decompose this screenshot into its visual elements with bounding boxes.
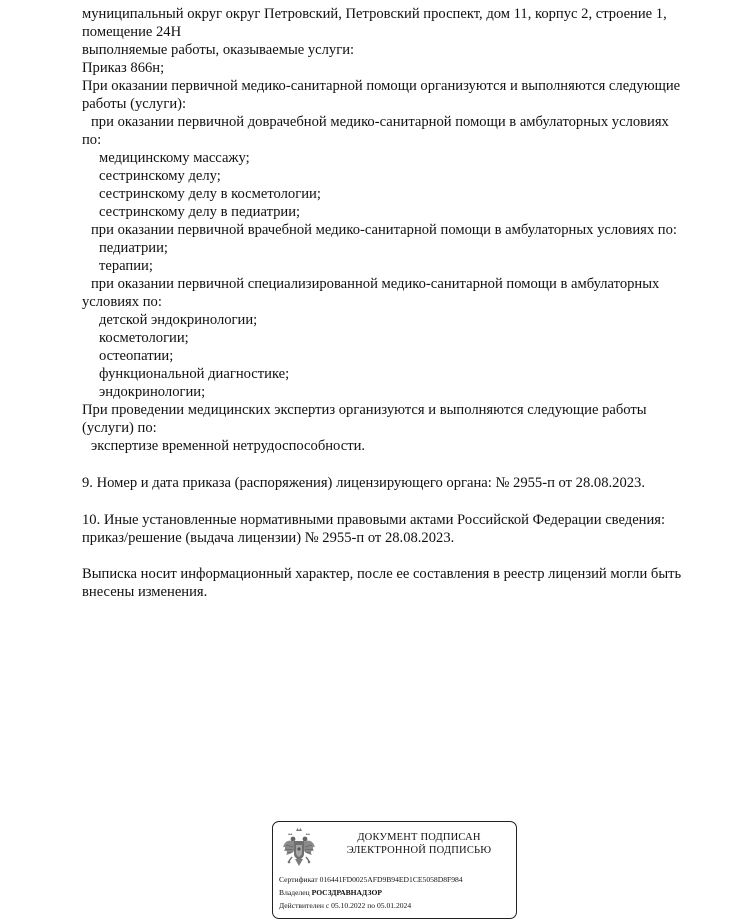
text-line: остеопатии;	[99, 348, 174, 364]
stamp-title	[325, 831, 513, 857]
text-line: условиях по:	[82, 294, 162, 310]
text-line: (услуги) по:	[82, 420, 157, 436]
certificate-label: Сертификат	[279, 875, 318, 884]
stamp-validity: Действителен с 05.10.2022 по 05.01.2024	[279, 901, 412, 910]
text-line: муниципальный округ округ Петровский, Петровский проспект, дом 11, корпус 2, строение 1,	[82, 6, 667, 22]
text-line: косметологии;	[99, 330, 189, 346]
text-line: сестринскому делу в педиатрии;	[99, 204, 301, 220]
text-line: функциональной диагностике;	[99, 366, 290, 382]
electronic-signature-stamp	[272, 821, 517, 919]
text-line: эндокринологии;	[99, 384, 206, 400]
notice-line-1: Выписка носит информационный характер, после ее составления в реестр лицензий могли быть	[82, 566, 682, 582]
stamp-owner	[279, 888, 382, 898]
section-10-line-1: 10. Иные установленные нормативными правовыми актами Российской Федерации сведения:	[82, 512, 666, 528]
text-line: При проведении медицинских экспертиз организуются и выполняются следующие работы	[82, 402, 647, 418]
owner-name: РОСЗДРАВНАДЗОР	[311, 888, 383, 897]
text-line: помещение 24Н	[82, 24, 182, 40]
section-9-order-number: 9. Номер и дата приказа (распоряжения) лицензирующего органа: № 2955-п от 28.08.2023.	[82, 475, 645, 491]
section-10-line-2: приказ/решение (выдача лицензии) № 2955-п от 28.08.2023.	[82, 530, 455, 546]
russian-coat-of-arms-icon	[281, 827, 317, 871]
stamp-certificate	[279, 875, 463, 885]
text-line: педиатрии;	[99, 240, 168, 256]
text-line: по:	[82, 132, 102, 148]
text-line: работы (услуги):	[82, 96, 187, 112]
text-line: при оказании первичной врачебной медико-санитарной помощи в амбулаторных условиях по:	[91, 222, 677, 238]
text-line: при оказании первичной доврачебной медико-санитарной помощи в амбулаторных условиях	[91, 114, 669, 130]
text-line: медицинскому массажу;	[99, 150, 250, 166]
text-line: сестринскому делу в косметологии;	[99, 186, 321, 202]
text-line: При оказании первичной медико-санитарной помощи организуются и выполняются следующие	[82, 78, 681, 94]
text-line: терапии;	[99, 258, 153, 274]
text-line: детской эндокринологии;	[99, 312, 258, 328]
text-line: при оказании первичной специализированной медико-санитарной помощи в амбулаторных	[91, 276, 660, 292]
text-line: Приказ 866н;	[82, 60, 165, 76]
certificate-number: 016441FD0025AFD9B94ED1CE5058D8F984	[319, 875, 463, 884]
notice-line-2: внесены изменения.	[82, 584, 208, 600]
owner-label: Владелец	[279, 888, 310, 897]
stamp-title-line-1: ДОКУМЕНТ ПОДПИСАН	[357, 832, 481, 843]
text-line: экспертизе временной нетрудоспособности.	[91, 438, 366, 454]
text-line: выполняемые работы, оказываемые услуги:	[82, 42, 355, 58]
stamp-title-line-2: ЭЛЕКТРОННОЙ ПОДПИСЬЮ	[346, 845, 492, 856]
text-line: сестринскому делу;	[99, 168, 221, 184]
